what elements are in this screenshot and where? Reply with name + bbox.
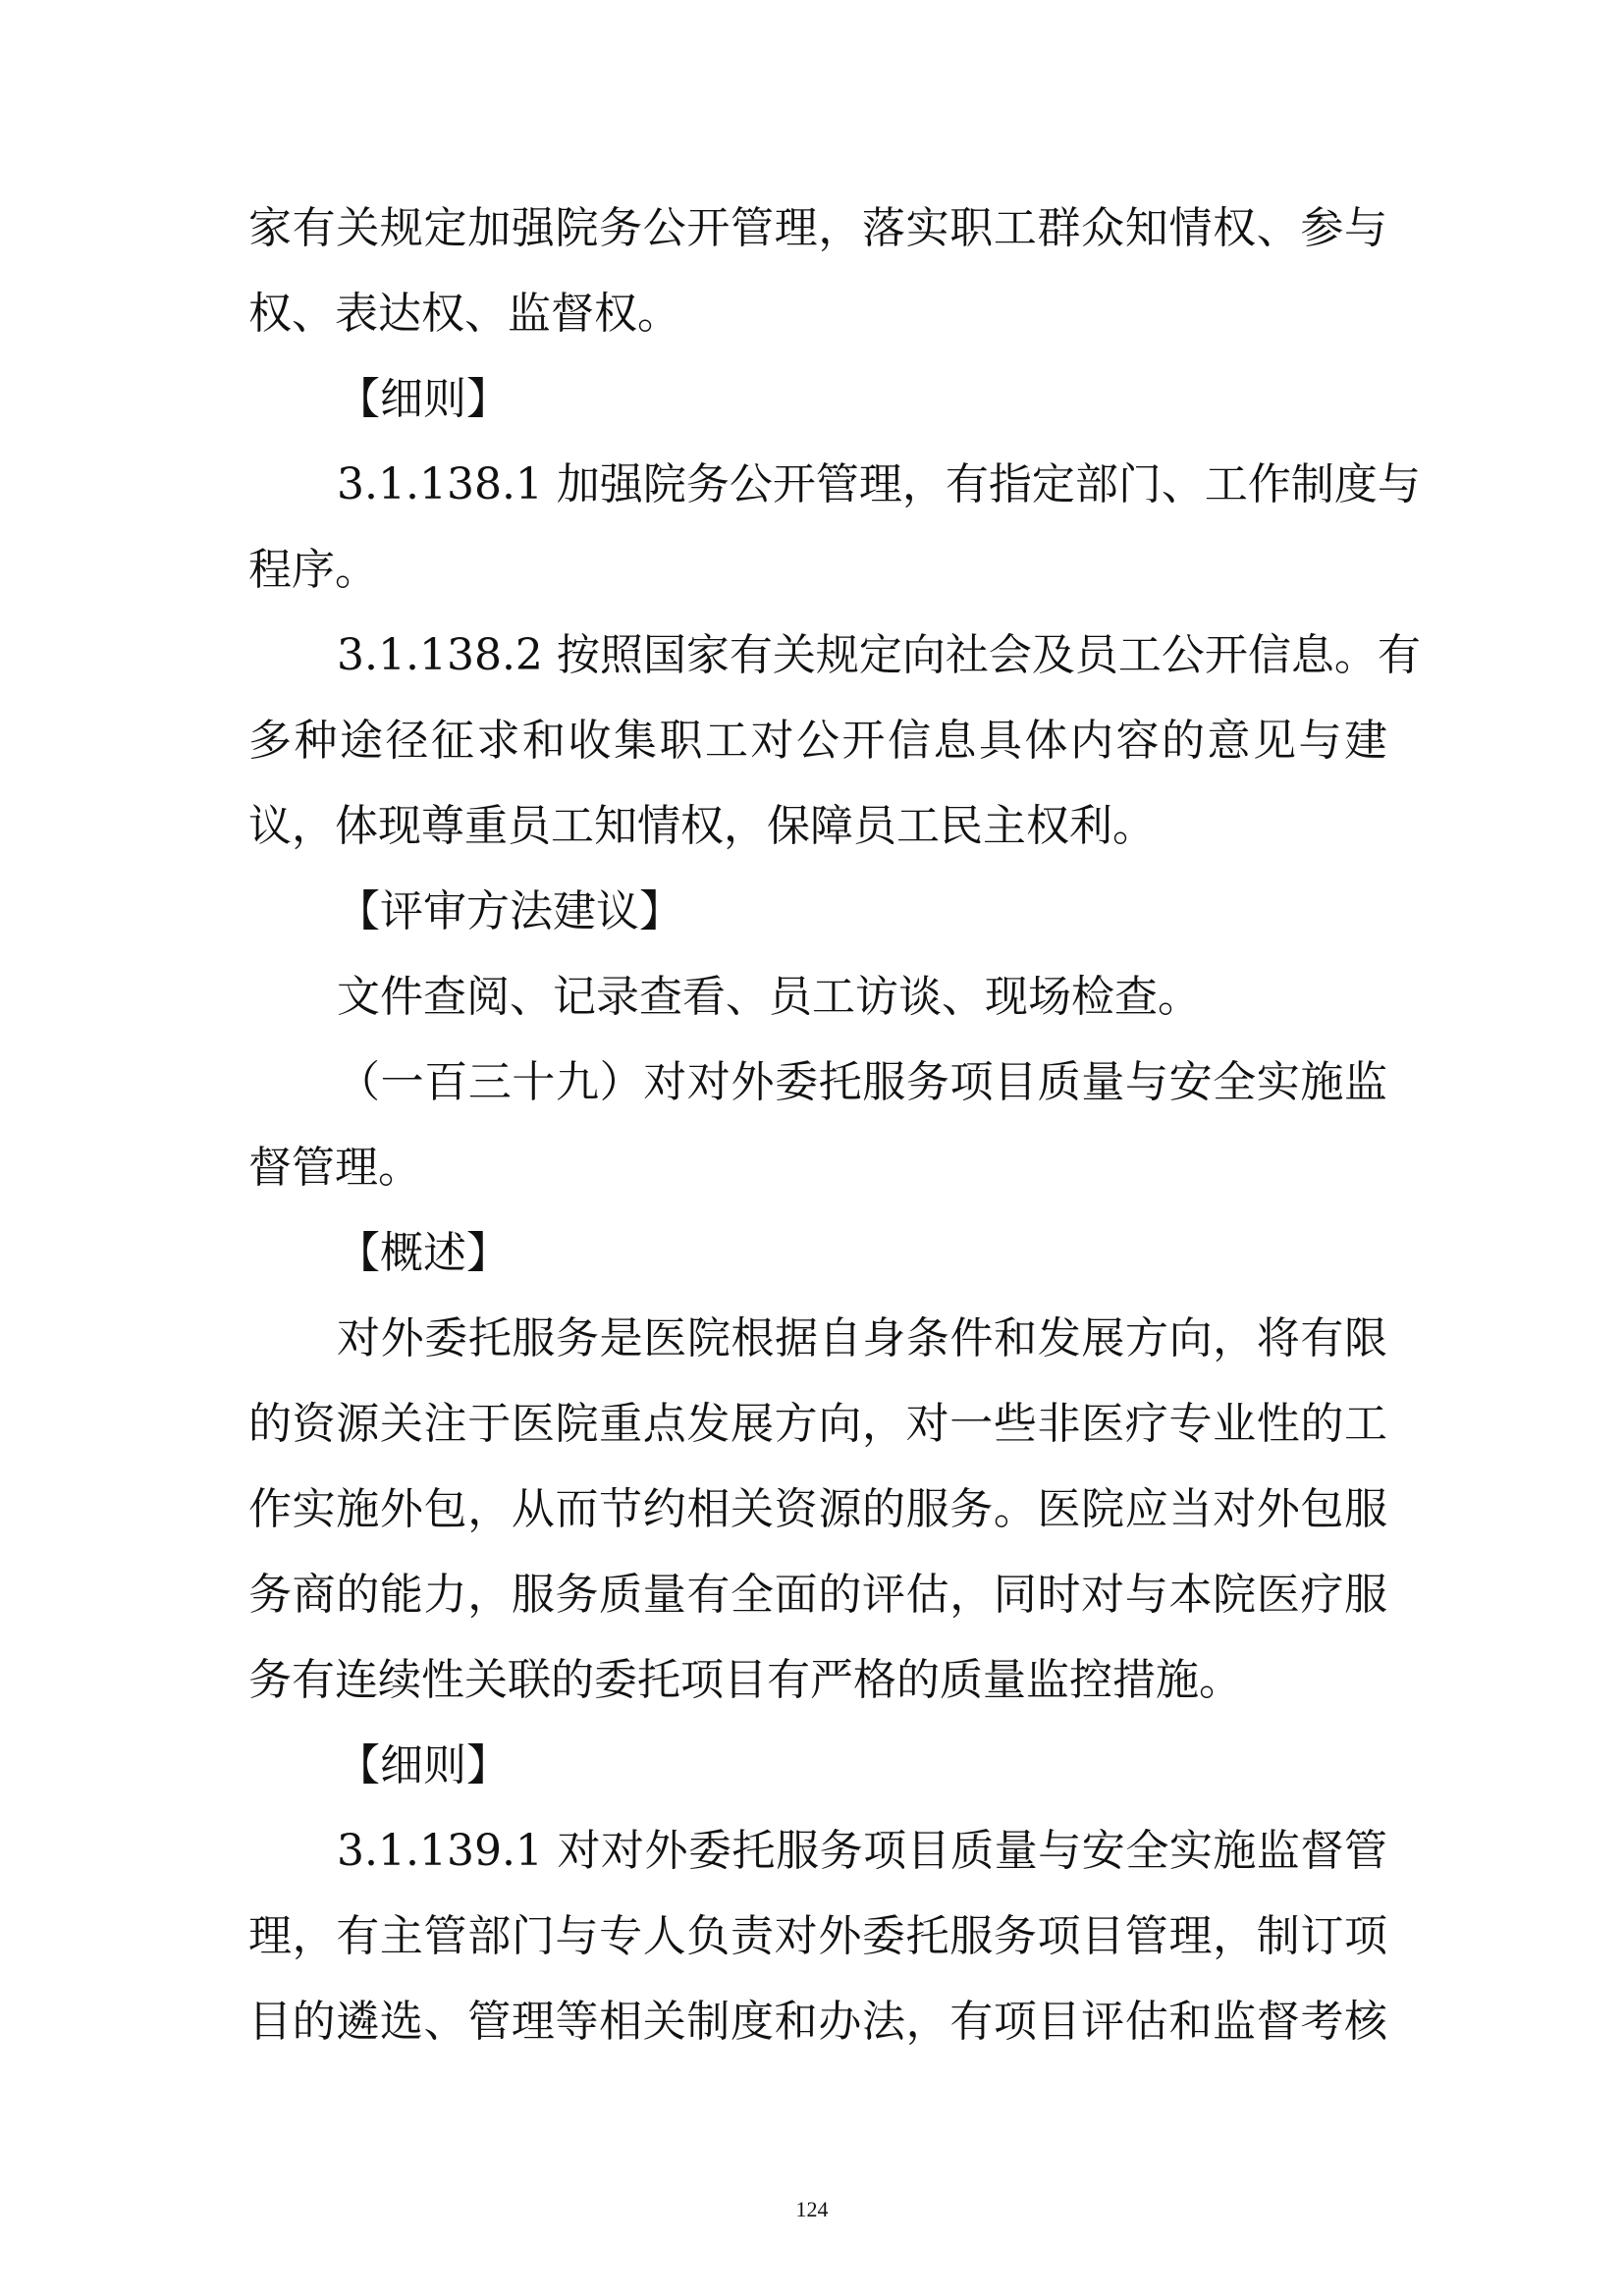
body-text-line: 的资源关注于医院重点发展方向，对一些非医疗专业性的工 bbox=[248, 1399, 1387, 1449]
item-heading-line: （一百三十九）对对外委托服务项目质量与安全实施监 bbox=[337, 1057, 1387, 1107]
body-text-line: 务有连续性关联的委托项目有严格的质量监控措施。 bbox=[248, 1655, 1242, 1705]
body-text-line: 3.1.138.2 按照国家有关规定向社会及员工公开信息。有 bbox=[337, 630, 1421, 680]
body-text-line: 作实施外包，从而节约相关资源的服务。医院应当对外包服 bbox=[248, 1484, 1387, 1534]
section-heading: 【细则】 bbox=[337, 1740, 510, 1790]
body-text-line: 目的遴选、管理等相关制度和办法，有项目评估和监督考核 bbox=[248, 1997, 1387, 2047]
section-heading: 【评审方法建议】 bbox=[337, 886, 682, 936]
body-text-line: 权、表达权、监督权。 bbox=[248, 289, 680, 339]
section-heading: 【概述】 bbox=[337, 1228, 510, 1278]
body-text-line: 理，有主管部门与专人负责对外委托服务项目管理，制订项 bbox=[248, 1911, 1387, 1961]
body-text-line: 3.1.139.1 对对外委托服务项目质量与安全实施监督管 bbox=[337, 1826, 1387, 1876]
body-text-line: 3.1.138.1 加强院务公开管理，有指定部门、工作制度与 bbox=[337, 459, 1421, 509]
section-heading: 【细则】 bbox=[337, 374, 510, 424]
page-number: 124 bbox=[795, 2197, 829, 2221]
body-text-line: 议，体现尊重员工知情权，保障员工民主权利。 bbox=[248, 801, 1156, 851]
item-heading-line: 督管理。 bbox=[248, 1143, 421, 1193]
body-text-line: 文件查阅、记录查看、员工访谈、现场检查。 bbox=[337, 972, 1201, 1022]
body-text-line: 家有关规定加强院务公开管理，落实职工群众知情权、参与 bbox=[248, 203, 1387, 253]
body-text-line: 多种途径征求和收集职工对公开信息具体内容的意见与建 bbox=[248, 716, 1387, 766]
body-text-line: 程序。 bbox=[248, 545, 378, 595]
body-text-line: 务商的能力，服务质量有全面的评估，同时对与本院医疗服 bbox=[248, 1570, 1387, 1620]
body-text-line: 对外委托服务是医院根据自身条件和发展方向，将有限 bbox=[337, 1313, 1387, 1363]
